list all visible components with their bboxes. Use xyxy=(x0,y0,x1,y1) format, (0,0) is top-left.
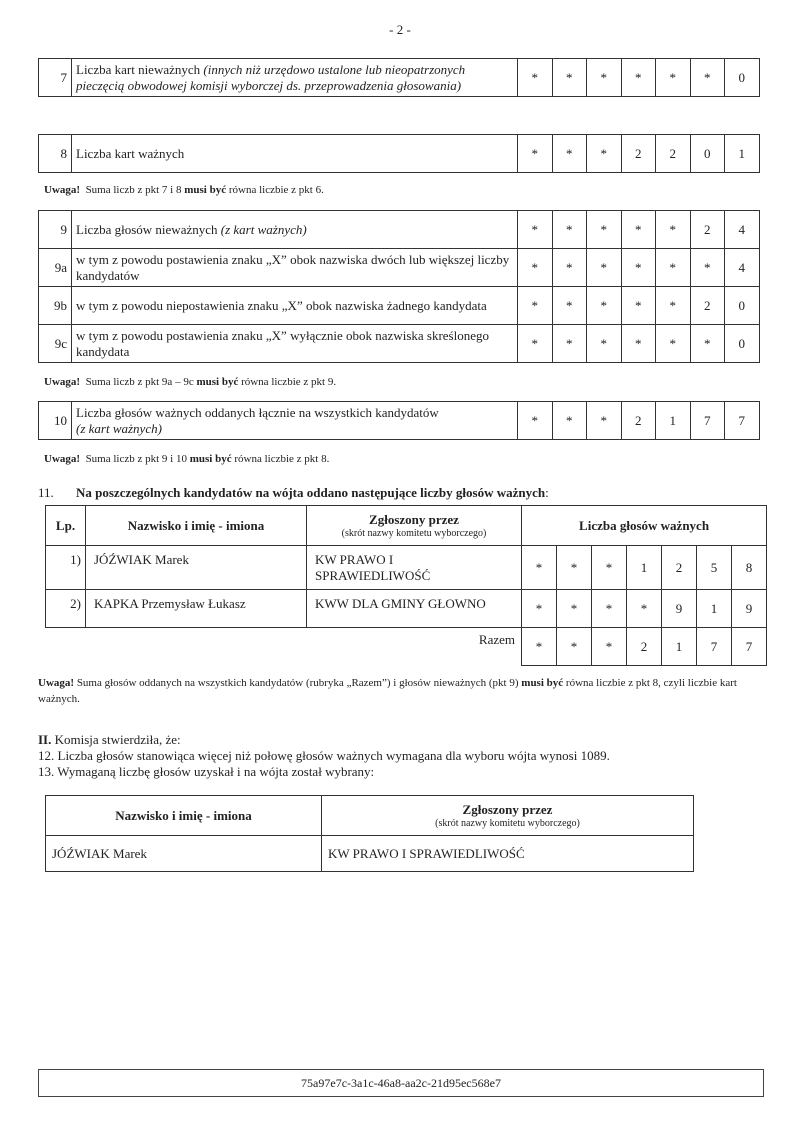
digit-cell: 8 xyxy=(732,546,767,590)
note-3: Uwaga! Suma liczb z pkt 9 i 10 musi być równa liczbie z pkt 8. xyxy=(44,453,330,465)
header-lp: Lp. xyxy=(46,506,86,546)
digit-cell: 9 xyxy=(662,590,697,628)
digit-cell: * xyxy=(592,590,627,628)
digit-cell: 9 xyxy=(732,590,767,628)
row-number: 10 xyxy=(39,402,72,440)
digit-cell: 7 xyxy=(725,402,760,440)
row-number: 9a xyxy=(39,249,72,287)
row-label: w tym z powodu postawienia znaku „X” wyłącznie obok nazwiska skreślonego kandydata xyxy=(72,325,518,363)
digit-cell: * xyxy=(518,59,553,97)
digit-cell: * xyxy=(587,402,622,440)
digit-cell: * xyxy=(552,249,587,287)
digit-cell: * xyxy=(552,211,587,249)
digit-cell: * xyxy=(690,59,725,97)
digit-cell: 7 xyxy=(690,402,725,440)
elected-table xyxy=(45,795,694,872)
row-number: 7 xyxy=(39,59,72,97)
digit-cell: * xyxy=(518,249,553,287)
digit-cell: 2 xyxy=(690,211,725,249)
candidate-lp: 2) xyxy=(46,590,86,628)
digit-cell: * xyxy=(621,325,656,363)
digit-cell: * xyxy=(621,249,656,287)
row-number: 9c xyxy=(39,325,72,363)
digit-cell: * xyxy=(522,546,557,590)
digit-cell: * xyxy=(587,211,622,249)
digit-cell: 0 xyxy=(725,325,760,363)
candidate-name: JÓŹWIAK Marek xyxy=(86,546,307,590)
digit-cell: 7 xyxy=(732,628,767,666)
elected-name: JÓŹWIAK Marek xyxy=(46,836,322,872)
digit-cell: * xyxy=(552,59,587,97)
digit-cell: 2 xyxy=(627,628,662,666)
table-row-10 xyxy=(38,401,760,440)
digit-cell: * xyxy=(690,249,725,287)
total-label: Razem xyxy=(46,628,522,666)
row-label: w tym z powodu niepostawienia znaku „X” obok nazwiska żadnego kandydata xyxy=(72,287,518,325)
digit-cell: * xyxy=(656,287,691,325)
digit-cell: * xyxy=(552,325,587,363)
note-1: Uwaga! Suma liczb z pkt 7 i 8 musi być równa liczbie z pkt 6. xyxy=(44,184,324,196)
digit-cell: 4 xyxy=(725,211,760,249)
digit-cell: 5 xyxy=(697,546,732,590)
row-number: 9 xyxy=(39,211,72,249)
page-number: - 2 - xyxy=(389,22,411,37)
elected-committee: KW PRAWO I SPRAWIEDLIWOŚĆ xyxy=(322,836,694,872)
header-committee: Zgłoszony przez (skrót nazwy komitetu wyborczego) xyxy=(307,506,522,546)
digit-cell: * xyxy=(627,590,662,628)
digit-cell: * xyxy=(557,590,592,628)
row-label: Liczba głosów nieważnych (z kart ważnych) xyxy=(72,211,518,249)
digit-cell: * xyxy=(621,211,656,249)
digit-cell: 4 xyxy=(725,249,760,287)
table-row-8 xyxy=(38,134,760,173)
digit-cell: 2 xyxy=(662,546,697,590)
digit-cell: 2 xyxy=(621,402,656,440)
digit-cell: 7 xyxy=(697,628,732,666)
candidate-lp: 1) xyxy=(46,546,86,590)
digit-cell: 1 xyxy=(697,590,732,628)
digit-cell: * xyxy=(522,590,557,628)
digit-cell: 2 xyxy=(690,287,725,325)
digit-cell: * xyxy=(621,287,656,325)
digit-cell: * xyxy=(656,211,691,249)
digit-cell: 1 xyxy=(725,135,760,173)
digit-cell: 0 xyxy=(690,135,725,173)
header-name: Nazwisko i imię - imiona xyxy=(86,506,307,546)
section-11-heading: 11. Na poszczególnych kandydatów na wójta oddano następujące liczby głosów ważnych: xyxy=(38,485,549,500)
digit-cell: 1 xyxy=(627,546,662,590)
note-4: Uwaga! Suma głosów oddanych na wszystkich kandydatów (rubryka „Razem”) i głosów nieważnych (pkt 9) musi być równa liczbie z pkt 8, czyli liczbie kart ważnych. xyxy=(38,677,737,705)
digit-cell: * xyxy=(656,249,691,287)
table-row-7 xyxy=(38,58,760,97)
digit-cell: 1 xyxy=(662,628,697,666)
digit-cell: * xyxy=(621,59,656,97)
candidate-committee: KW PRAWO I SPRAWIEDLIWOŚĆ xyxy=(307,546,522,590)
digit-cell: * xyxy=(552,402,587,440)
digit-cell: * xyxy=(552,287,587,325)
digit-cell: * xyxy=(522,628,557,666)
digit-cell: 2 xyxy=(656,135,691,173)
digit-cell: * xyxy=(518,287,553,325)
candidate-name: KAPKA Przemysław Łukasz xyxy=(86,590,307,628)
section-2-line-13: 13. Wymaganą liczbę głosów uzyskał i na wójta został wybrany: xyxy=(38,764,375,779)
digit-cell: * xyxy=(587,249,622,287)
row-label: Liczba kart nieważnych (innych niż urzędowo ustalone lub nieopatrzonych pieczęcią obwodowej komisji wyborczej ds. przeprowadzenia głosowania) xyxy=(72,59,518,97)
digit-cell: * xyxy=(656,59,691,97)
row-number: 9b xyxy=(39,287,72,325)
digit-cell: 1 xyxy=(656,402,691,440)
row-label: Liczba kart ważnych xyxy=(72,135,518,173)
digit-cell: 0 xyxy=(725,59,760,97)
row-label: w tym z powodu postawienia znaku „X” obok nazwiska dwóch lub większej liczby kandydatów xyxy=(72,249,518,287)
digit-cell: * xyxy=(587,325,622,363)
candidates-table xyxy=(45,505,767,666)
section-2-line-12: 12. Liczba głosów stanowiąca więcej niż połowę głosów ważnych wymagana dla wyboru wójta wynosi 1089. xyxy=(38,748,610,763)
digit-cell: * xyxy=(587,287,622,325)
header-votes: Liczba głosów ważnych xyxy=(522,506,767,546)
candidate-committee: KWW DLA GMINY GŁOWNO xyxy=(307,590,522,628)
digit-cell: * xyxy=(656,325,691,363)
row-number: 8 xyxy=(39,135,72,173)
section-2-heading: II. Komisja stwierdziła, że: xyxy=(38,732,181,747)
document-code: 75a97e7c-3a1c-46a8-aa2c-21d95ec568e7 xyxy=(38,1069,764,1097)
digit-cell: * xyxy=(690,325,725,363)
note-2: Uwaga! Suma liczb z pkt 9a – 9c musi być równa liczbie z pkt 9. xyxy=(44,376,337,388)
digit-cell: * xyxy=(518,402,553,440)
header-committee: Zgłoszony przez (skrót nazwy komitetu wyborczego) xyxy=(322,796,694,836)
row-label: Liczba głosów ważnych oddanych łącznie na wszystkich kandydatów (z kart ważnych) xyxy=(72,402,518,440)
digit-cell: * xyxy=(557,546,592,590)
digit-cell: * xyxy=(587,59,622,97)
digit-cell: * xyxy=(592,628,627,666)
table-rows-9 xyxy=(38,210,760,363)
digit-cell: * xyxy=(518,211,553,249)
digit-cell: * xyxy=(592,546,627,590)
digit-cell: * xyxy=(552,135,587,173)
digit-cell: * xyxy=(587,135,622,173)
digit-cell: * xyxy=(518,325,553,363)
digit-cell: 2 xyxy=(621,135,656,173)
digit-cell: * xyxy=(518,135,553,173)
digit-cell: * xyxy=(557,628,592,666)
digit-cell: 0 xyxy=(725,287,760,325)
header-name: Nazwisko i imię - imiona xyxy=(46,796,322,836)
